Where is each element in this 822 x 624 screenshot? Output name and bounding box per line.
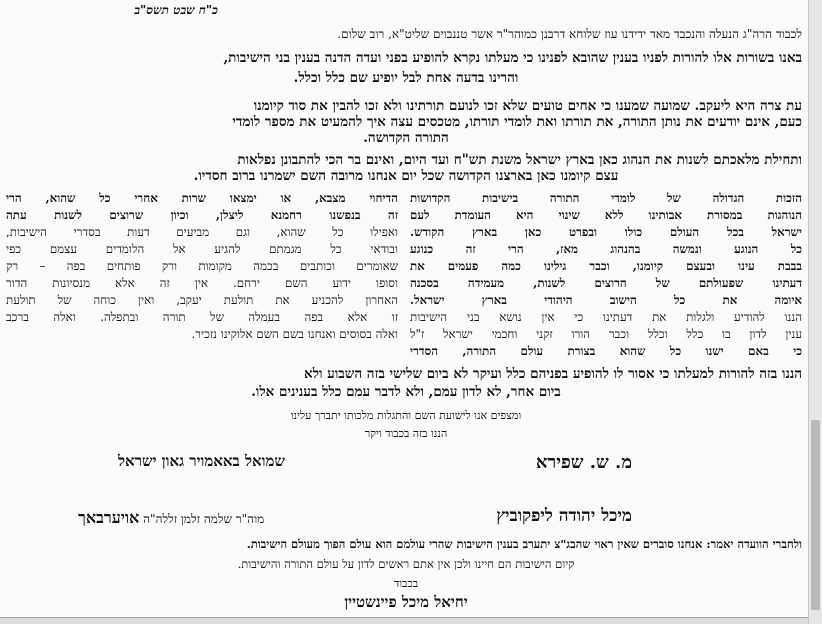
right-col-line: ענין לדון בו כלל וכלל וכבר הורו זקני וחכמי ישראל ז"ל [410,327,802,341]
right-column [410,190,802,360]
left-col-line: הדיחוי מצבא, או ימצאו שרות אחרי כל שהוא, הרי [6,191,398,205]
left-col-line: האחרון להכניע את תולעת יעקב, ואין כוחה של תולעת [6,293,398,307]
left-col-line: זה בנפשנו רחמנא ליצלן, וכיון שרוצים לשנות עתה [6,208,398,222]
conclusion-line-2: ביום אחר, לא לדון עמם, ולא לדבר עמם כלל בענינים אלו. [251,384,561,400]
signature-shapira: מ. ש. שפירא [535,452,632,473]
signature-auerbach-name: אויערבאך [78,508,140,527]
right-col-line: ישראל בכל העולם כולו ובפרט כאן בארץ הקודש. [410,225,802,239]
para2-line-3: התורה הקדושה. [363,130,449,146]
para3-line-2: עצם קיומנו כאן בארצנו הקדושה שכל יום אנחנו מרובה השם ישמרנו ברוב חסדיו. [193,168,619,184]
footer-line-1: ולחברי הוועדה יאמר: אנחנו סוברים שאין ראוי שהבג"צ יתערב בענין הישיבות שהרי עולמם הוא עולם הפוך מעולם הישיבות. [246,537,802,551]
signature-lefkowitz: מיכל יהודה ליפקוביץ [496,506,632,526]
para3-line-1: ותחילת מלאכתם לשנות את הנהוג כאן בארץ ישראל משנת תש"ח ועד היום, ואינם בר הכי להתבונן נפלאות [237,152,802,168]
closing-line-1: ומצפים אנו לישועת השם והתגלות מלכותו יתברך עלינו [290,409,522,422]
right-col-line: כי באם ישנו כל שהוא בצורת עולם התורה, הסדרי [410,344,802,358]
right-col-line: כל הנוגע ונמשה בהנהוג מאז, הרי זה כנוגע [410,242,802,256]
salutation: לכבוד הרה"ג הנעלה והנכבד מאד ידידנו עוז שלוחא דרבנן כמוהר"ר אשר טננבוים שליט"א, רוב שלום. [337,27,802,41]
right-col-line: הזכות הגדולה של לומדי התורה בישיבות הקדושות [410,191,802,205]
left-column [6,190,398,343]
left-col-line: זו אלא בפה בעמלה של תורה ובתפלה. ואלה ברכב [6,310,398,324]
para2-line-2: כעם, אינם יודעים את נותן התורה, את תורתו ואת לומדי תורתו, מטכסים עצה איך להמעיט את מספר לומדי [232,114,802,130]
conclusion-line-1: הננו בזה להורות למעלתו כי אסור לו להופיע בפניהם כלל ועיקר לא ביום שלישי בזה השבוע ולא [304,366,802,382]
right-col-line: איומה את כל הישוב היהודי בארץ ישראל. [410,293,802,307]
scrollbar-thumb[interactable] [811,420,820,610]
left-col-line: ואפילו כל שהוא, וגם מביעים דעות בסדרי הישיבות, [6,225,398,239]
right-col-line: בבבת עינו ובעצם קיומנו, וכבר גילינו כמה פעמים את [410,259,802,273]
right-col-line: דעתינו שפעולתם של הרוצים לשנות, מעמידה בסכנה [410,276,802,290]
left-col-line: ובודאי כל מגמתם להגיע אל הלומדים עצמם כפי [6,242,398,256]
intro-line-2: והרינו בדעה אחת לבל יופיע שם כלל וכלל. [293,70,519,86]
signature-auerbach-prefix [78,508,264,528]
para2-line-1: עת צרה היא ליעקב. שמועה שמענו כי אחים טועים שלא זכו לנועם תורתינו ולא זכו להבין את סוד קיומנו [253,98,802,114]
closing-line-2: הננו בזה בכבוד ויקר [364,427,448,440]
intro-line-1: באנו בשורות אלו להורות לפניו בענין שהובא לפנינו כי מעלתו נקרא להופיע בפני ועדה הדנה בענין בני הישיבות, [223,50,802,66]
left-col-line: שאומרים וכותבים בכמה מקומות ורק פותחים בפה – רק [6,259,398,273]
footer-line-2: קיום הישיבות הם חיינו ולכן אין אתם ראשים לדון על עולם התורה והישיבות. [237,557,575,571]
final-regards: בכבוד [393,577,419,590]
final-signature: יחיאל מיכל פיינשטיין [344,593,468,611]
window-bottom-bar [0,617,808,624]
signature-auerbach-title: מוה"ר שלמה זלמן זללה"ה [143,512,265,526]
letter-date: כ"ח שבט תשס"ב [134,3,218,17]
right-col-line: הננו להודיע ולגלות את דעתינו כי אין נושא בני הישיבות [410,310,802,324]
vertical-scrollbar[interactable] [808,0,822,624]
signature-baumer: שמואל באאמויר גאון ישראל [118,452,285,470]
right-col-line: הנוהגות במסורת אבותינו ללא שינוי היא העומדת לעם [410,208,802,222]
left-col-line: ואלה בסוסים ואנחנו בשם השם אלוקינו נזכיר. [191,327,398,341]
left-col-line: וסופו ידוע השם ירחם. אין זה אלא מנסיונות הדור [6,276,398,290]
